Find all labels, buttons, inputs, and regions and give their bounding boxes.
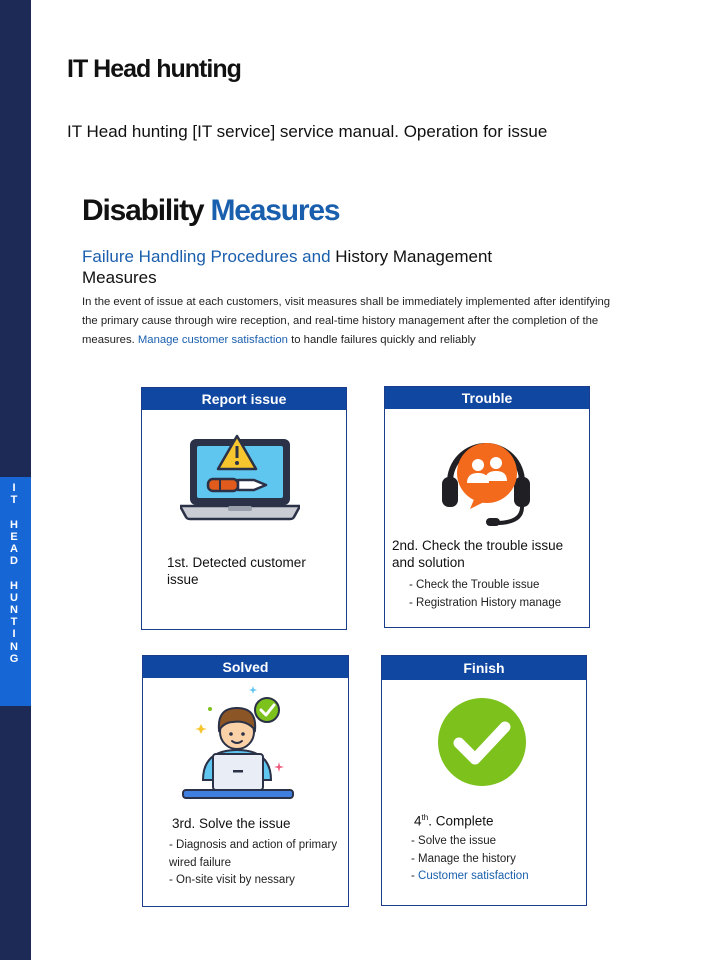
- list-item: - Check the Trouble issue: [409, 579, 540, 591]
- sub-heading-dark: History Management Measures: [82, 247, 493, 287]
- page-title: IT Head hunting: [67, 55, 241, 83]
- list-item: - Registration History manage: [409, 596, 562, 609]
- intro-paragraph: [82, 293, 627, 350]
- list-item: - Diagnosis and action of primary wired failure: [169, 839, 338, 869]
- card-header: Report issue: [142, 388, 346, 410]
- step-suffix: th: [421, 813, 429, 822]
- page-subtitle: IT Head hunting [IT service] service manual. Operation for issue: [67, 122, 548, 141]
- list-item: - On-site visit by nessary: [169, 874, 295, 886]
- bullet-list: [409, 577, 589, 612]
- step-title: 2nd. Check the trouble issue and solution: [392, 538, 564, 570]
- intro-end: to handle failures quickly and reliably: [291, 334, 476, 346]
- customer-satisfaction-link[interactable]: Customer satisfaction: [418, 870, 529, 882]
- laptop-warning-icon: [180, 434, 300, 522]
- intro-text: In the event of issue at each customers, visit measures shall be immediately implemented after identifying the primary cause through wire reception, and real-time history management after the completion of the measures.: [82, 296, 611, 346]
- step-number: 4: [414, 813, 422, 829]
- card-finish: [381, 655, 587, 906]
- bullet-list: [411, 833, 581, 886]
- heading-blue-part: Measures: [210, 194, 340, 227]
- step-title: 3rd. Solve the issue: [172, 816, 291, 831]
- list-item: - Manage the history: [411, 852, 516, 865]
- sub-heading: [82, 246, 562, 288]
- person-laptop-check-icon: [181, 684, 295, 806]
- section-heading: [82, 194, 339, 228]
- card-trouble: [384, 386, 590, 628]
- step-rest: . Complete: [428, 813, 494, 829]
- bullet-prefix: -: [411, 870, 419, 882]
- heading-dark-part: Disability: [82, 194, 204, 227]
- intro-link[interactable]: Manage customer satisfaction: [137, 334, 288, 346]
- card-header: Trouble: [385, 387, 589, 409]
- list-item: [411, 868, 581, 886]
- step-title: 1st. Detected customer issue: [167, 555, 306, 587]
- step-title: [414, 809, 584, 830]
- sub-heading-blue: Failure Handling Procedures and: [82, 247, 331, 266]
- card-solved: [142, 655, 349, 907]
- card-header: Finish: [382, 656, 586, 680]
- list-item: - Solve the issue: [411, 835, 497, 847]
- card-report-issue: [141, 387, 347, 630]
- card-header: Solved: [143, 656, 348, 678]
- headset-support-icon: [440, 427, 532, 529]
- side-tab-label: I T H E A D H U N T I N G: [9, 482, 19, 665]
- checkmark-circle-icon: [437, 697, 527, 787]
- bullet-list: [169, 837, 359, 890]
